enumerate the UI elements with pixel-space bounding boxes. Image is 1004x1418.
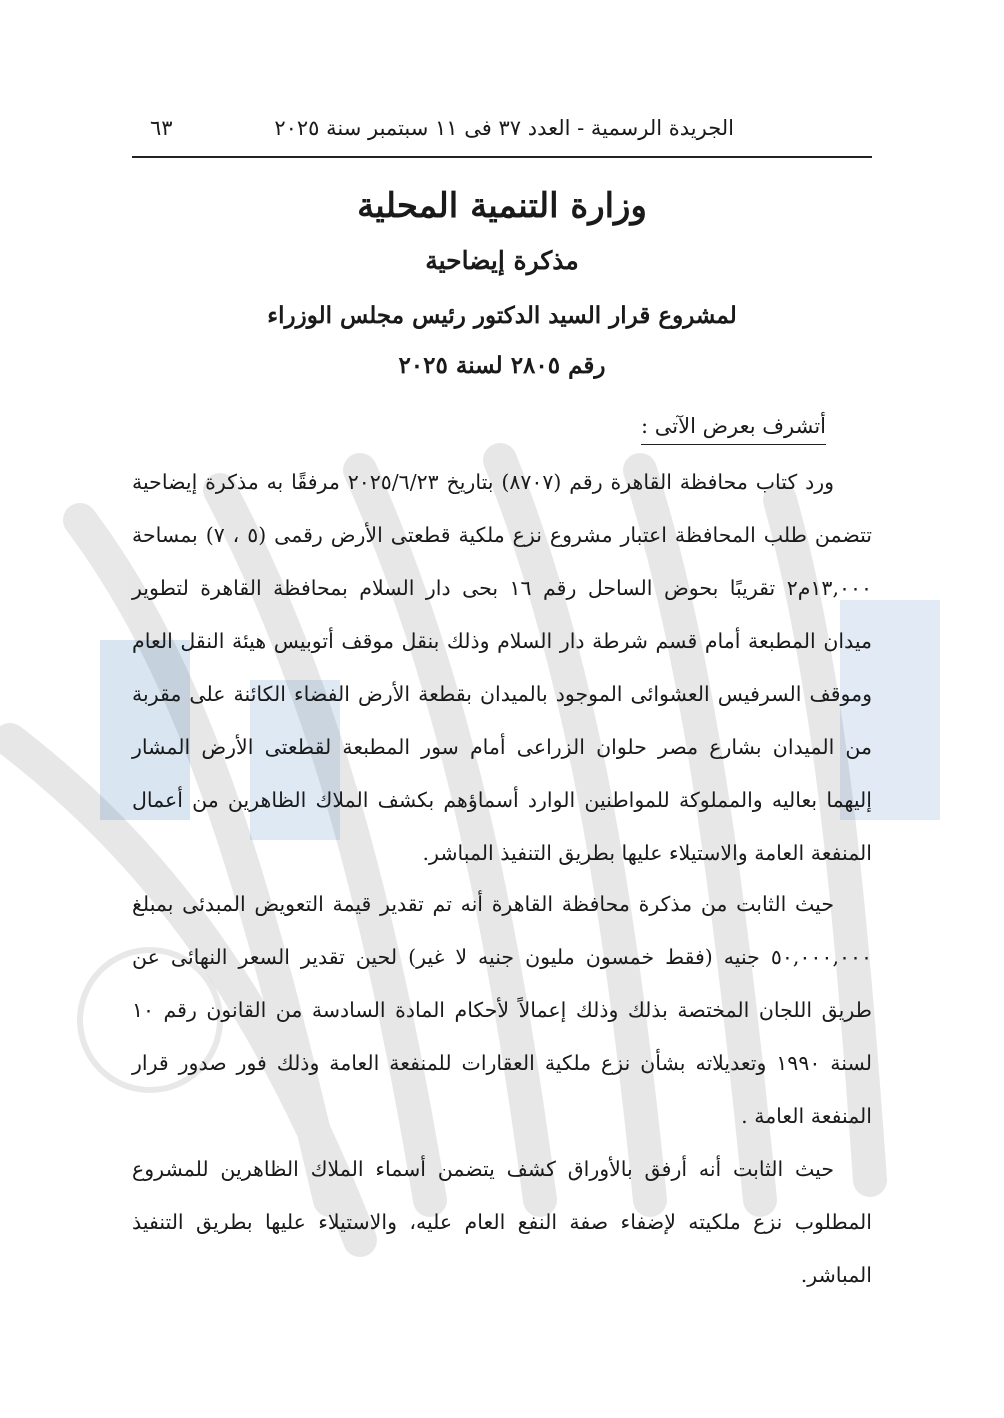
paragraph-text: ورد كتاب محافظة القاهرة رقم (٨٧٠٧) بتاريخ ٢٠٢٥/٦/٢٣ مرفقًا به مذكرة إيضاحية تتضمن طلب المحافظة اعتبار مشروع نزع ملكية قطعتى الأرض رقمى (٥ ، ٧) بمساحة ١٣,٠٠٠م٢ تقريبًا بحوض الساحل رقم ١٦ بحى دار السلام بمحافظة القاهرة لتطوير ميدان المطبعة أمام قسم شرطة دار السلام وذلك بنقل موقف أتوبيس هيئة النقل العام وموقف السرفيس العشوائى الموجود بالميدان بقطعة الأرض الفضاء الكائنة على مقربة من الميدان بشارع مصر حلوان الزراعى أمام سور المطبعة لقطعتى الأرض المشار إليهما بعاليه والمملوكة للمواطنين الوارد أسماؤهم بكشف الملاك الظاهرين من أعمال المنفعة العامة والاستيلاء عليها بطريق التنفيذ المباشر. [132,470,872,865]
paragraph-text: حيث الثابت من مذكرة محافظة القاهرة أنه تم تقدير قيمة التعويض المبدئى بمبلغ ٥٠,٠٠٠,٠٠٠ جنيه (فقط خمسون مليون جنيه لا غير) لحين تقدير السعر النهائى عن طريق اللجان المختصة بذلك وذلك إعمالاً لأحكام المادة السادسة من القانون رقم ١٠ لسنة ١٩٩٠ وتعديلاته بشأن نزع ملكية العقارات للمنفعة العامة وذلك فور صدور قرار المنفعة العامة . [132,892,872,1128]
paragraph-2 [132,878,872,1143]
paragraph-3 [132,1143,872,1302]
gazette-title: الجريدة الرسمية - العدد ٣٧ فى ١١ سبتمبر سنة ٢٠٢٥ [274,116,734,140]
paragraph-1 [132,456,872,880]
project-title: لمشروع قرار السيد الدكتور رئيس مجلس الوزراء [267,302,737,329]
page-header [132,112,872,158]
paragraph-text: حيث الثابت أنه أرفق بالأوراق كشف يتضمن أسماء الملاك الظاهرين للمشروع المطلوب نزع ملكيته لإضفاء صفة النفع العام عليه، والاستيلاء عليها بطريق التنفيذ المباشر. [132,1157,872,1287]
ministry-title: وزارة التنمية المحلية [357,186,647,226]
decree-number: رقم ٢٨٠٥ لسنة ٢٠٢٥ [398,352,606,379]
memo-title: مذكرة إيضاحية [425,246,579,275]
page-number: ٦٣ [150,116,173,140]
intro-line: أتشرف بعرض الآتى : [641,414,826,445]
